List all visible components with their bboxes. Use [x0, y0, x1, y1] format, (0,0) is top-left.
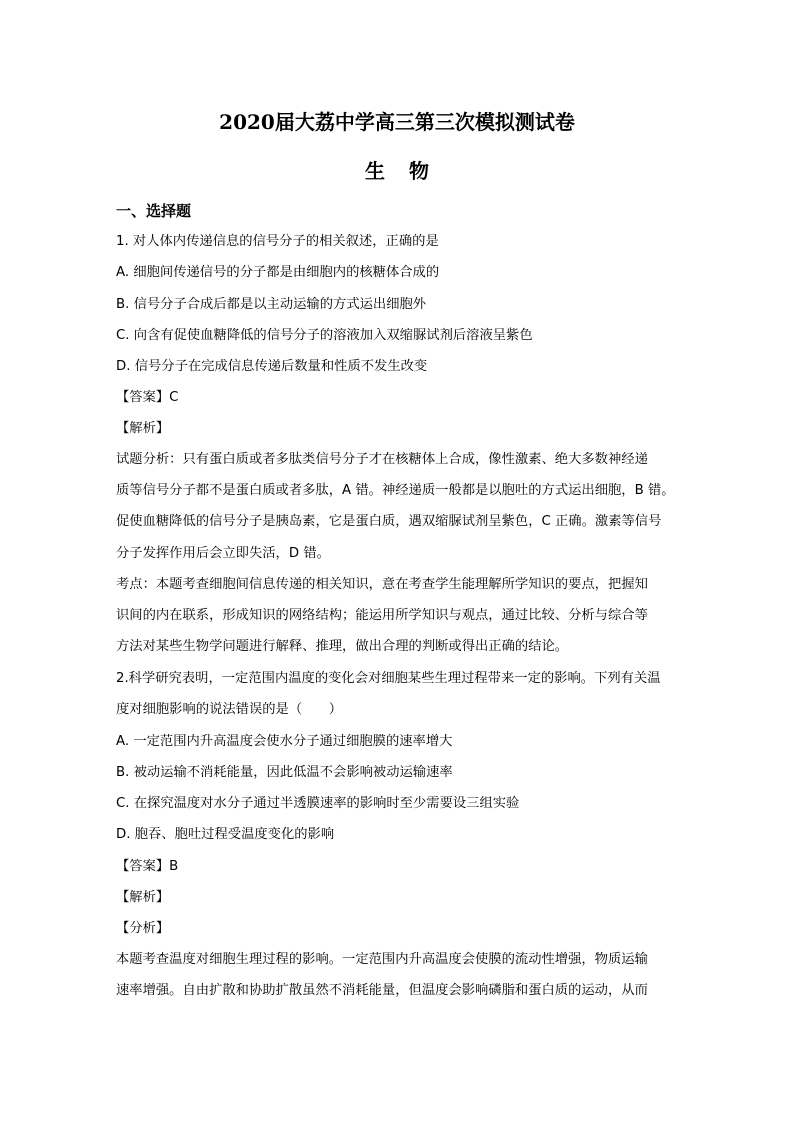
q2-option-a: A. 一定范围内升高温度会使水分子通过细胞膜的速率增大 — [116, 734, 453, 749]
q2-option-b: B. 被动运输不消耗能量，因此低温不会影响被动运输速率 — [116, 765, 453, 780]
q1-stem: 1. 对人体内传递信息的信号分子的相关叙述，正确的是 — [116, 234, 439, 249]
q1-kaodian-text — [116, 569, 682, 663]
q1-option-b: B. 信号分子合成后都是以主动运输的方式运出细胞外 — [116, 297, 427, 312]
section-heading: 一、选择题 — [116, 202, 192, 220]
q2-fenxi-line: 速率增强。自由扩散和协助扩散虽然不消耗能量，但温度会影响磷脂和蛋白质的运动，从而 — [116, 983, 648, 999]
q1-analysis-label: 【解析】 — [116, 421, 170, 436]
q2-stem — [116, 663, 682, 725]
q1-analysis-line: 试题分析：只有蛋白质或者多肽类信号分子才在核糖体上合成，像性激素、绝大多数神经递 — [116, 452, 648, 467]
q2-option-c: C. 在探究温度对水分子通过半透膜速率的影响时至少需要设三组实验 — [116, 796, 520, 811]
q1-option-a: A. 细胞间传递信号的分子都是由细胞内的核糖体合成的 — [116, 265, 440, 280]
q2-stem-line: 2.科学研究表明，一定范围内温度的变化会对细胞某些生理过程带来一定的影响。下列有关温 — [116, 671, 661, 686]
exam-title: 2020届大荔中学高三第三次模拟测试卷 — [219, 110, 575, 134]
q1-kaodian-line: 考点：本题考查细胞间信息传递的相关知识，意在考查学生能理解所学知识的要点，把握知 — [116, 577, 648, 592]
q2-fenxi-text — [116, 944, 682, 1006]
q1-option-c: C. 向含有促使血糖降低的信号分子的溶液加入双缩脲试剂后溶液呈紫色 — [116, 328, 533, 343]
q1-analysis-line: 分子发挥作用后会立即失活，D 错。 — [116, 545, 330, 561]
q1-answer: 【答案】C — [116, 390, 179, 405]
q2-analysis-label: 【解析】 — [116, 890, 170, 905]
q1-option-d: D. 信号分子在完成信息传递后数量和性质不发生改变 — [116, 359, 428, 374]
q1-analysis-text — [116, 444, 682, 569]
subject-title: 生物 — [365, 159, 453, 183]
q2-fenxi-label: 【分析】 — [116, 921, 170, 936]
q1-kaodian-line: 方法对某些生物学问题进行解释、推理，做出合理的判断或得出正确的结论。 — [116, 639, 569, 655]
q1-kaodian-line: 识间的内在联系，形成知识的网络结构；能运用所学知识与观点，通过比较、分析与综合等 — [116, 608, 648, 624]
q2-stem-line: 度对细胞影响的说法错误的是（ ） — [116, 702, 343, 718]
q1-analysis-line: 质等信号分子都不是蛋白质或者多肽，A 错。神经递质一般都是以胞吐的方式运出细胞，B 错。 — [116, 483, 675, 499]
q1-analysis-line: 促使血糖降低的信号分子是胰岛素，它是蛋白质，遇双缩脲试剂呈紫色，C 正确。激素等信号 — [116, 514, 662, 530]
q2-option-d: D. 胞吞、胞吐过程受温度变化的影响 — [116, 827, 335, 842]
q2-answer: 【答案】B — [116, 859, 179, 874]
q2-fenxi-line: 本题考查温度对细胞生理过程的影响。一定范围内升高温度会使膜的流动性增强，物质运输 — [116, 952, 648, 967]
